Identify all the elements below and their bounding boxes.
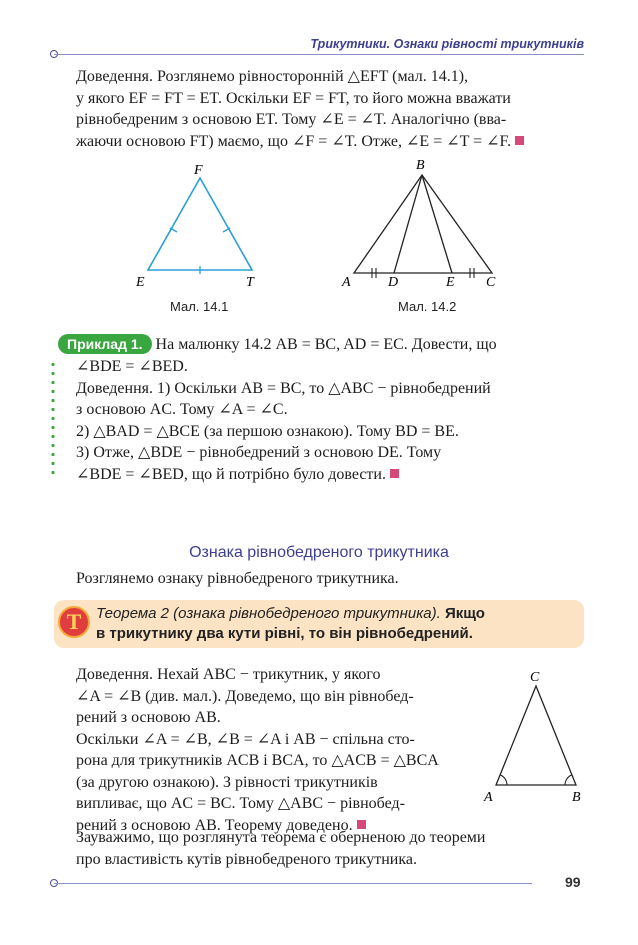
text-line: з основою AC. Тому ∠A = ∠C.	[76, 401, 288, 418]
segment-be	[422, 175, 452, 273]
angle-arc-b	[565, 775, 572, 785]
end-of-proof-mark	[390, 469, 399, 478]
example-1	[58, 334, 584, 356]
text-line: рівнобедреним з основою ET. Тому ∠E = ∠T. Аналогічно (вва-	[76, 111, 507, 128]
text-line: випливає, що AC = BC. Тому △ABC − рівнобед-	[76, 795, 405, 812]
remark	[76, 827, 584, 870]
theorem-line: в трикутнику два кути рівні, то він рівнобедрений.	[96, 625, 473, 642]
text-line: рений з основою AB.	[76, 709, 221, 726]
text-line: Зауважимо, що розглянута теорема є оберненою до теореми	[76, 829, 486, 846]
text-line: ∠BDE = ∠BED.	[76, 358, 188, 375]
figure-equilateral-triangle	[130, 160, 270, 295]
triangle-abc	[354, 175, 492, 273]
segment-bd	[394, 175, 422, 273]
section-intro	[76, 568, 584, 590]
example-badge: Приклад 1.	[58, 334, 152, 354]
page-number: 99	[565, 874, 581, 890]
triangle-abc	[496, 686, 576, 785]
vertex-label-f: F	[194, 163, 203, 178]
vertex-label-d: D	[388, 275, 399, 290]
text-line: (за другою ознакою). З рівності трикутників	[76, 773, 378, 791]
example-1-body	[76, 356, 584, 485]
text-line: рений з основою AB. Теорему доведено.	[76, 815, 468, 837]
vertex-label-a: A	[484, 790, 493, 805]
text-line: жаючи основою FT) маємо, що ∠F = ∠T. Отже, ∠E = ∠T = ∠F.	[76, 131, 584, 153]
proof-theorem-2	[76, 664, 468, 836]
vertex-label-t: T	[246, 275, 254, 290]
section-title: Ознака рівнобедреного трикутника	[189, 544, 449, 561]
text-line: Доведення. Нехай ABC − трикутник, у якого	[76, 666, 381, 683]
end-of-proof-mark	[515, 136, 524, 145]
vertex-label-c: C	[486, 275, 496, 290]
footer-rule	[54, 883, 532, 884]
vertex-label-e: E	[446, 275, 455, 290]
proof-equilateral	[76, 66, 584, 152]
vertex-label-e: E	[136, 275, 145, 290]
vertex-label-a: A	[342, 275, 351, 290]
figure-isosceles-triangle-abc	[338, 155, 508, 295]
text-line: Доведення. Розглянемо рівносторонній △EFT (мал. 14.1),	[76, 68, 469, 85]
text-line: Розглянемо ознаку рівнобедреного трикутника.	[76, 570, 399, 587]
text-line: Доведення. 1) Оскільки AB = BC, то △ABC − рівнобедрений	[76, 379, 491, 397]
example-margin-dots	[51, 360, 55, 478]
text-line: 3) Отже, △BDE − рівнобедрений з основою DE. Тому	[76, 444, 442, 461]
text-line: Приклад 1. На малюнку 14.2 AB = BC, AD = EC. Довести, що	[58, 334, 584, 356]
angle-arc-a	[501, 775, 508, 785]
theorem-icon: T	[58, 606, 90, 638]
figure-caption: Мал. 14.2	[398, 299, 457, 314]
text-line: ∠BDE = ∠BED, що й потрібно було довести.	[76, 464, 584, 486]
figure-triangle-abc	[476, 664, 596, 808]
text-line: ∠A = ∠B (див. мал.). Доведемо, що він рівнобед-	[76, 687, 414, 705]
running-header: Трикутники. Ознаки рівності трикутників	[310, 37, 584, 51]
header-rule	[54, 54, 584, 55]
vertex-label-b: B	[572, 790, 581, 805]
text-line: рона для трикутників ACB і BCA, то △ACB = △BCA	[76, 752, 439, 769]
theorem-statement	[96, 604, 572, 644]
figure-caption: Мал. 14.1	[170, 299, 229, 314]
text-line: 2) △BAD = △BCE (за першою ознакою). Тому BD = BE.	[76, 422, 459, 440]
vertex-label-b: B	[416, 158, 425, 173]
theorem-line: Теорема 2 (ознака рівнобедреного трикутника). Якщо	[96, 605, 485, 622]
triangle-eft	[148, 178, 252, 270]
text-line: Оскільки ∠A = ∠B, ∠B = ∠A і AB − спільна сто-	[76, 730, 415, 748]
vertex-label-c: C	[530, 670, 540, 685]
text-line: у якого EF = FT = ET. Оскільки EF = FT, то його можна вважати	[76, 89, 511, 107]
text-line: про властивість кутів рівнобедреного трикутника.	[76, 850, 417, 868]
